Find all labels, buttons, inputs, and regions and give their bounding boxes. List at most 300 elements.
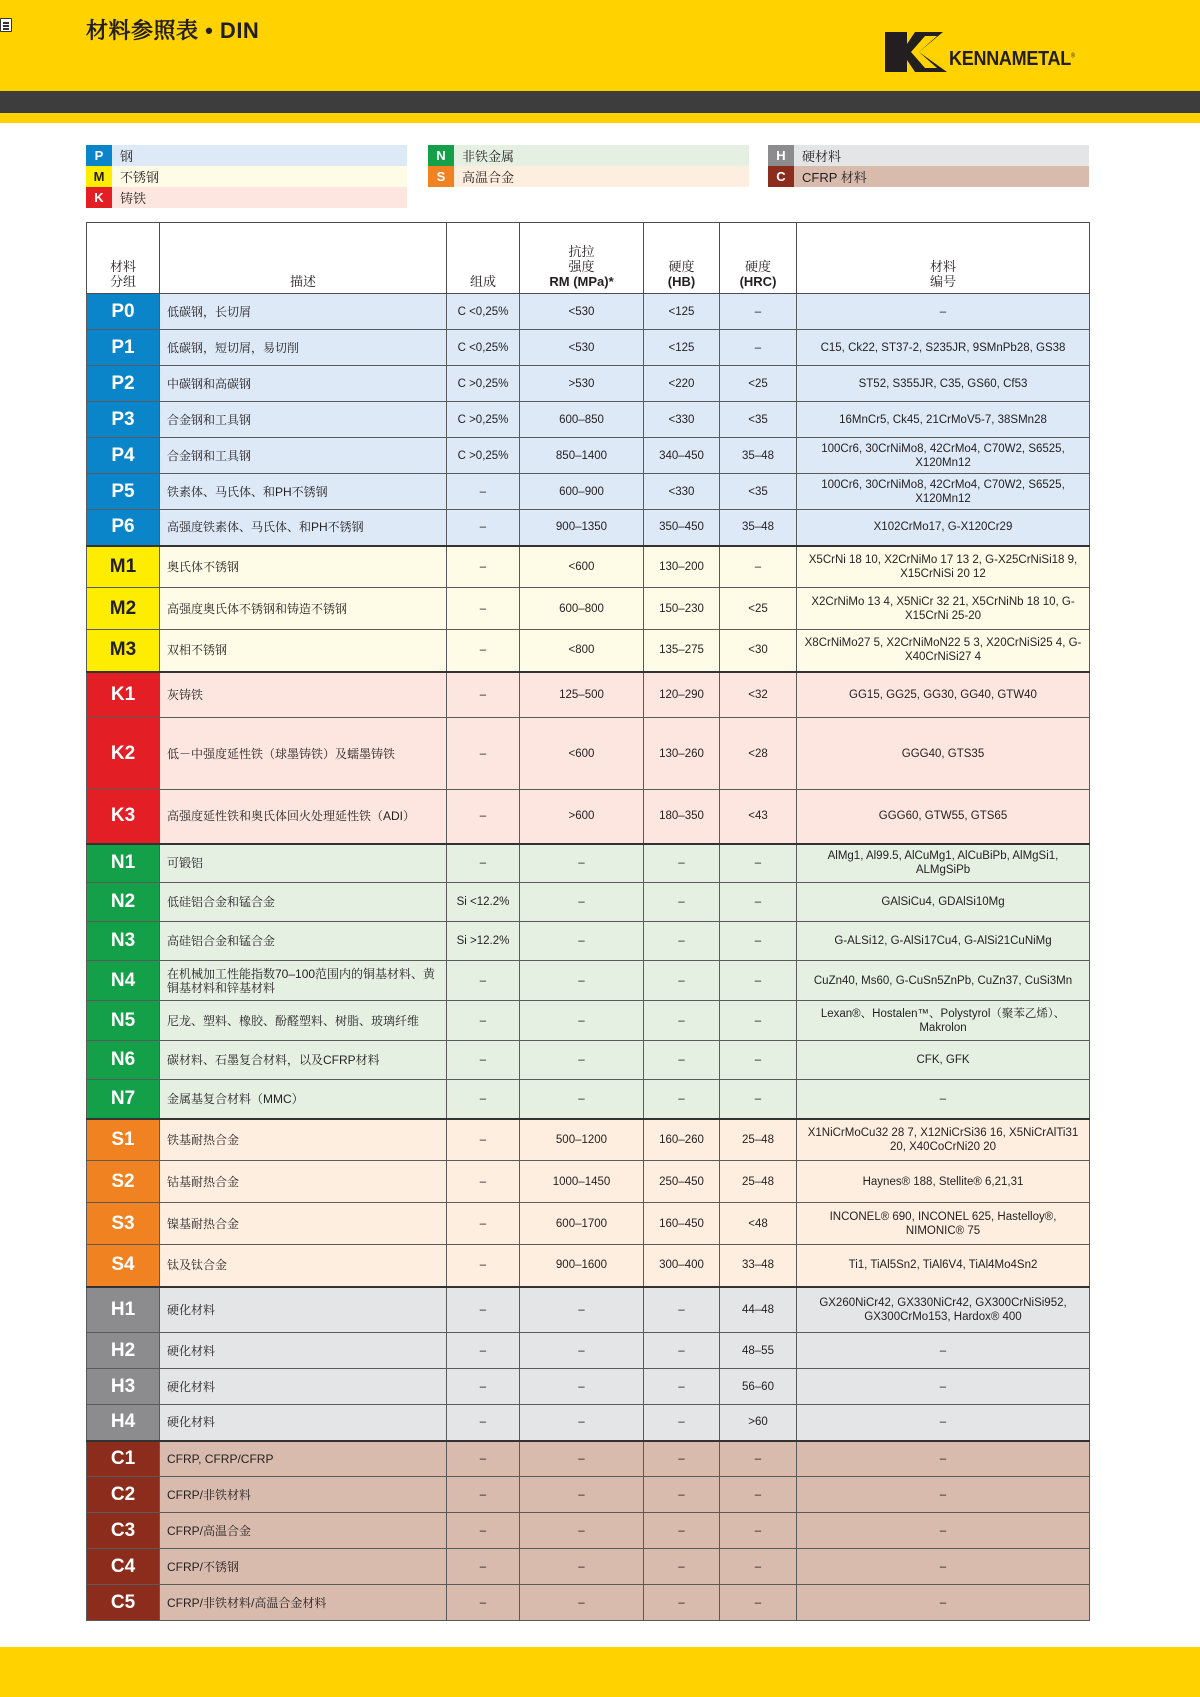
- legend-item-s: [428, 166, 749, 187]
- cell-description: 钴基耐热合金: [160, 1161, 447, 1203]
- cell-composition: –: [447, 510, 520, 546]
- group-code-badge: M3: [87, 630, 160, 672]
- cell-material-number: Ti1, TiAl5Sn2, TiAl6V4, TiAl4Mo4Sn2: [797, 1245, 1090, 1287]
- cell-description: 镍基耐热合金: [160, 1203, 447, 1245]
- page-header: [0, 0, 1200, 91]
- legend-column-2: [428, 145, 749, 187]
- cell-hardness-hrc: –: [720, 1041, 797, 1080]
- cell-tensile-strength: –: [520, 1549, 644, 1585]
- header-description: 描述: [160, 223, 447, 294]
- cell-tensile-strength: 850–1400: [520, 438, 644, 474]
- group-code-badge: N4: [87, 961, 160, 1001]
- cell-material-number: –: [797, 1441, 1090, 1477]
- cell-hardness-hb: –: [644, 1001, 720, 1041]
- table-row-c3: [87, 1513, 1090, 1549]
- table-row-s4: [87, 1245, 1090, 1287]
- cell-composition: –: [447, 1405, 520, 1441]
- cell-tensile-strength: >530: [520, 366, 644, 402]
- legend-label: 钢: [120, 149, 134, 164]
- group-code-badge: C3: [87, 1513, 160, 1549]
- cell-material-number: INCONEL® 690, INCONEL 625, Hastelloy®, NIMONIC® 75: [797, 1203, 1090, 1245]
- cell-hardness-hb: 160–450: [644, 1203, 720, 1245]
- table-row-k3: [87, 790, 1090, 844]
- cell-hardness-hrc: 25–48: [720, 1119, 797, 1161]
- cell-tensile-strength: –: [520, 1585, 644, 1621]
- cell-tensile-strength: <600: [520, 546, 644, 588]
- cell-material-number: AlMg1, Al99.5, AlCuMg1, AlCuBiPb, AlMgSi1, ALMgSiPb: [797, 844, 1090, 883]
- cell-hardness-hb: 180–350: [644, 790, 720, 844]
- cell-hardness-hrc: –: [720, 1001, 797, 1041]
- cell-description: 双相不锈钢: [160, 630, 447, 672]
- cell-composition: –: [447, 961, 520, 1001]
- table-row-n4: [87, 961, 1090, 1001]
- table-row-h3: [87, 1369, 1090, 1405]
- cell-material-number: G-ALSi12, G-AlSi17Cu4, G-AlSi21CuNiMg: [797, 922, 1090, 961]
- cell-hardness-hrc: –: [720, 546, 797, 588]
- legend-badge: M: [86, 166, 112, 187]
- cell-tensile-strength: –: [520, 1513, 644, 1549]
- cell-description: 硬化材料: [160, 1405, 447, 1441]
- cell-hardness-hb: –: [644, 1441, 720, 1477]
- cell-hardness-hb: 130–260: [644, 718, 720, 790]
- page-footer: [0, 1647, 1200, 1697]
- cell-tensile-strength: 600–800: [520, 588, 644, 630]
- cell-hardness-hb: –: [644, 1287, 720, 1333]
- group-code-badge: H2: [87, 1333, 160, 1369]
- legend-label: 不锈钢: [120, 170, 160, 185]
- legend-badge: P: [86, 145, 112, 166]
- group-code-badge: S4: [87, 1245, 160, 1287]
- cell-description: CFRP/非铁材料/高温合金材料: [160, 1585, 447, 1621]
- legend-column-3: [768, 145, 1089, 187]
- cell-composition: –: [447, 1041, 520, 1080]
- cell-hardness-hb: 160–260: [644, 1119, 720, 1161]
- cell-description: 奥氏体不锈钢: [160, 546, 447, 588]
- cell-description: 高强度延性铁和奥氏体回火处理延性铁（ADI）: [160, 790, 447, 844]
- cell-tensile-strength: <600: [520, 718, 644, 790]
- cell-material-number: –: [797, 1405, 1090, 1441]
- cell-description: 低硅铝合金和锰合金: [160, 883, 447, 922]
- legend-label: 高温合金: [462, 170, 515, 185]
- cell-description: 在机械加工性能指数70–100范围内的铜基材料、黄铜基材料和锌基材料: [160, 961, 447, 1001]
- cell-composition: –: [447, 588, 520, 630]
- legend-item-n: [428, 145, 749, 166]
- cell-hardness-hb: 340–450: [644, 438, 720, 474]
- group-code-badge: P0: [87, 294, 160, 330]
- table-row-p4: [87, 438, 1090, 474]
- cell-material-number: CuZn40, Ms60, G-CuSn5ZnPb, CuZn37, CuSi3Mn: [797, 961, 1090, 1001]
- cell-description: CFRP, CFRP/CFRP: [160, 1441, 447, 1477]
- table-row-n7: [87, 1080, 1090, 1119]
- group-code-badge: H3: [87, 1369, 160, 1405]
- group-code-badge: K2: [87, 718, 160, 790]
- table-row-c4: [87, 1549, 1090, 1585]
- cell-tensile-strength: 1000–1450: [520, 1161, 644, 1203]
- cell-composition: –: [447, 672, 520, 718]
- cell-composition: –: [447, 546, 520, 588]
- table-row-n2: [87, 883, 1090, 922]
- cell-description: 高强度铁素体、马氏体、和PH不锈钢: [160, 510, 447, 546]
- cell-description: 合金钢和工具钢: [160, 402, 447, 438]
- cell-hardness-hb: 135–275: [644, 630, 720, 672]
- cell-material-number: GG15, GG25, GG30, GG40, GTW40: [797, 672, 1090, 718]
- group-code-badge: H4: [87, 1405, 160, 1441]
- cell-hardness-hrc: <35: [720, 474, 797, 510]
- cell-material-number: X5CrNi 18 10, X2CrNiMo 17 13 2, G-X25CrNiSi18 9, X15CrNiSi 20 12: [797, 546, 1090, 588]
- group-code-badge: P1: [87, 330, 160, 366]
- cell-composition: –: [447, 1441, 520, 1477]
- group-code-badge: H1: [87, 1287, 160, 1333]
- group-code-badge: P2: [87, 366, 160, 402]
- cell-hardness-hb: –: [644, 1041, 720, 1080]
- header-tensile-strength: 抗拉 强度 RM (MPa)*: [520, 223, 644, 294]
- cell-hardness-hb: –: [644, 961, 720, 1001]
- kennametal-k-icon: [885, 32, 947, 72]
- legend-item-m: [86, 166, 407, 187]
- cell-hardness-hb: –: [644, 1369, 720, 1405]
- group-code-badge: K3: [87, 790, 160, 844]
- cell-hardness-hb: –: [644, 1513, 720, 1549]
- page-title: 材料参照表 • DIN: [86, 18, 260, 43]
- cell-hardness-hrc: 56–60: [720, 1369, 797, 1405]
- cell-material-number: –: [797, 1549, 1090, 1585]
- cell-material-number: GGG40, GTS35: [797, 718, 1090, 790]
- cell-hardness-hb: –: [644, 1080, 720, 1119]
- cell-description: 低碳钢，短切屑，易切削: [160, 330, 447, 366]
- cell-description: 硬化材料: [160, 1287, 447, 1333]
- cell-material-number: X1NiCrMoCu32 28 7, X12NiCrSi36 16, X5NiCrAlTi31 20, X40CoCrNi20 20: [797, 1119, 1090, 1161]
- cell-composition: –: [447, 1513, 520, 1549]
- table-row-s1: [87, 1119, 1090, 1161]
- cell-hardness-hb: –: [644, 1405, 720, 1441]
- cell-hardness-hb: 130–200: [644, 546, 720, 588]
- cell-tensile-strength: 600–1700: [520, 1203, 644, 1245]
- legend-badge: N: [428, 145, 454, 166]
- legend-badge: K: [86, 187, 112, 208]
- cell-description: CFRP/非铁材料: [160, 1477, 447, 1513]
- legend-badge: S: [428, 166, 454, 187]
- table-row-s2: [87, 1161, 1090, 1203]
- group-code-badge: N5: [87, 1001, 160, 1041]
- cell-material-number: –: [797, 1080, 1090, 1119]
- cell-composition: C >0,25%: [447, 366, 520, 402]
- table-row-n3: [87, 922, 1090, 961]
- header-hardness-hb: 硬度 (HB): [644, 223, 720, 294]
- legend-label: 非铁金属: [462, 149, 515, 164]
- cell-composition: –: [447, 1080, 520, 1119]
- cell-composition: –: [447, 1203, 520, 1245]
- cell-tensile-strength: 600–900: [520, 474, 644, 510]
- header-yellow-strip: [0, 113, 1200, 123]
- group-code-badge: N6: [87, 1041, 160, 1080]
- cell-description: 铁基耐热合金: [160, 1119, 447, 1161]
- legend-label: CFRP 材料: [802, 170, 867, 185]
- cell-hardness-hb: –: [644, 1333, 720, 1369]
- group-code-badge: P3: [87, 402, 160, 438]
- cell-composition: –: [447, 1477, 520, 1513]
- cell-hardness-hb: 250–450: [644, 1161, 720, 1203]
- cell-description: 钛及钛合金: [160, 1245, 447, 1287]
- cell-hardness-hb: –: [644, 883, 720, 922]
- group-code-badge: P6: [87, 510, 160, 546]
- table-row-n6: [87, 1041, 1090, 1080]
- cell-hardness-hrc: –: [720, 922, 797, 961]
- cell-tensile-strength: 600–850: [520, 402, 644, 438]
- cell-tensile-strength: <800: [520, 630, 644, 672]
- cell-tensile-strength: <530: [520, 294, 644, 330]
- header-dark-band: [0, 91, 1200, 113]
- cell-hardness-hrc: –: [720, 1513, 797, 1549]
- cell-hardness-hb: –: [644, 1477, 720, 1513]
- legend-label: 铸铁: [120, 191, 147, 206]
- cell-tensile-strength: –: [520, 1080, 644, 1119]
- cell-description: 硬化材料: [160, 1369, 447, 1405]
- cell-description: 高硅铝合金和锰合金: [160, 922, 447, 961]
- cell-composition: –: [447, 1287, 520, 1333]
- table-row-p5: [87, 474, 1090, 510]
- cell-composition: Si <12.2%: [447, 883, 520, 922]
- cell-composition: –: [447, 1369, 520, 1405]
- cell-tensile-strength: –: [520, 1333, 644, 1369]
- cell-description: CFRP/高温合金: [160, 1513, 447, 1549]
- table-row-c5: [87, 1585, 1090, 1621]
- cell-hardness-hrc: <35: [720, 402, 797, 438]
- cell-tensile-strength: 900–1350: [520, 510, 644, 546]
- table-row-s3: [87, 1203, 1090, 1245]
- legend-badge: H: [768, 145, 794, 166]
- cell-description: 碳材料、石墨复合材料，以及CFRP材料: [160, 1041, 447, 1080]
- cell-hardness-hrc: 48–55: [720, 1333, 797, 1369]
- table-row-m3: [87, 630, 1090, 672]
- group-code-badge: P4: [87, 438, 160, 474]
- cell-description: 合金钢和工具钢: [160, 438, 447, 474]
- cell-hardness-hrc: 25–48: [720, 1161, 797, 1203]
- header-hardness-hrc: 硬度 (HRC): [720, 223, 797, 294]
- cell-composition: –: [447, 844, 520, 883]
- cell-material-number: Haynes® 188, Stellite® 6,21,31: [797, 1161, 1090, 1203]
- cell-hardness-hrc: –: [720, 330, 797, 366]
- cell-material-number: –: [797, 1513, 1090, 1549]
- cell-material-number: Lexan®、Hostalen™、Polystyrol（聚苯乙烯）、Makrolon: [797, 1001, 1090, 1041]
- cell-composition: –: [447, 1001, 520, 1041]
- group-code-badge: K1: [87, 672, 160, 718]
- cell-composition: –: [447, 1119, 520, 1161]
- group-code-badge: N7: [87, 1080, 160, 1119]
- cell-hardness-hrc: –: [720, 883, 797, 922]
- table-row-p3: [87, 402, 1090, 438]
- cell-tensile-strength: 500–1200: [520, 1119, 644, 1161]
- cell-composition: –: [447, 1585, 520, 1621]
- group-code-badge: S1: [87, 1119, 160, 1161]
- cell-tensile-strength: –: [520, 922, 644, 961]
- cell-hardness-hb: 300–400: [644, 1245, 720, 1287]
- cell-description: 铁素体、马氏体、和PH不锈钢: [160, 474, 447, 510]
- cell-hardness-hb: 120–290: [644, 672, 720, 718]
- table-row-p1: [87, 330, 1090, 366]
- cell-material-number: GAlSiCu4, GDAlSi10Mg: [797, 883, 1090, 922]
- header-group: 材料 分组: [87, 223, 160, 294]
- group-code-badge: C4: [87, 1549, 160, 1585]
- group-code-badge: C2: [87, 1477, 160, 1513]
- cell-tensile-strength: –: [520, 961, 644, 1001]
- cell-composition: C >0,25%: [447, 402, 520, 438]
- group-code-badge: S3: [87, 1203, 160, 1245]
- cell-tensile-strength: –: [520, 1477, 644, 1513]
- cell-description: 灰铸铁: [160, 672, 447, 718]
- cell-tensile-strength: –: [520, 1287, 644, 1333]
- cell-hardness-hrc: 35–48: [720, 510, 797, 546]
- group-code-badge: M2: [87, 588, 160, 630]
- cell-material-number: X2CrNiMo 13 4, X5NiCr 32 21, X5CrNiNb 18 10, G-X15CrNi 25-20: [797, 588, 1090, 630]
- cell-tensile-strength: >600: [520, 790, 644, 844]
- cell-description: 中碳钢和高碳钢: [160, 366, 447, 402]
- group-code-badge: M1: [87, 546, 160, 588]
- cell-material-number: GGG60, GTW55, GTS65: [797, 790, 1090, 844]
- cell-hardness-hrc: –: [720, 1585, 797, 1621]
- cell-description: 低碳钢，长切屑: [160, 294, 447, 330]
- cell-hardness-hrc: 44–48: [720, 1287, 797, 1333]
- group-code-badge: P5: [87, 474, 160, 510]
- cell-hardness-hb: <125: [644, 330, 720, 366]
- table-row-m1: [87, 546, 1090, 588]
- cell-hardness-hrc: –: [720, 961, 797, 1001]
- legend-badge: C: [768, 166, 794, 187]
- cell-hardness-hrc: <30: [720, 630, 797, 672]
- cell-material-number: CFK, GFK: [797, 1041, 1090, 1080]
- cell-description: 金属基复合材料（MMC）: [160, 1080, 447, 1119]
- cell-material-number: GX260NiCr42, GX330NiCr42, GX300CrNiSi952, GX300CrMo153, Hardox® 400: [797, 1287, 1090, 1333]
- table-row-k1: [87, 672, 1090, 718]
- cell-material-number: –: [797, 1585, 1090, 1621]
- cell-hardness-hrc: –: [720, 294, 797, 330]
- cell-material-number: X102CrMo17, G-X120Cr29: [797, 510, 1090, 546]
- cell-tensile-strength: –: [520, 1405, 644, 1441]
- table-row-n1: [87, 844, 1090, 883]
- cell-description: 硬化材料: [160, 1333, 447, 1369]
- table-row-h4: [87, 1405, 1090, 1441]
- cell-hardness-hrc: <25: [720, 366, 797, 402]
- table-row-h1: [87, 1287, 1090, 1333]
- cell-composition: C >0,25%: [447, 438, 520, 474]
- cell-hardness-hrc: <25: [720, 588, 797, 630]
- cell-composition: –: [447, 1245, 520, 1287]
- table-row-p0: [87, 294, 1090, 330]
- cell-hardness-hrc: 35–48: [720, 438, 797, 474]
- cell-hardness-hrc: <28: [720, 718, 797, 790]
- cell-hardness-hb: <330: [644, 474, 720, 510]
- cell-composition: –: [447, 1161, 520, 1203]
- cell-description: 高强度奥氏体不锈钢和铸造不锈钢: [160, 588, 447, 630]
- cell-hardness-hb: 350–450: [644, 510, 720, 546]
- group-code-badge: C1: [87, 1441, 160, 1477]
- legend-item-h: [768, 145, 1089, 166]
- table-row-m2: [87, 588, 1090, 630]
- cell-hardness-hrc: <43: [720, 790, 797, 844]
- cell-material-number: –: [797, 294, 1090, 330]
- legend-item-c: [768, 166, 1089, 187]
- cell-material-number: –: [797, 1369, 1090, 1405]
- cell-composition: –: [447, 1549, 520, 1585]
- cell-material-number: C15, Ck22, ST37-2, S235JR, 9SMnPb28, GS38: [797, 330, 1090, 366]
- group-code-badge: S2: [87, 1161, 160, 1203]
- cell-hardness-hb: <125: [644, 294, 720, 330]
- table-row-k2: [87, 718, 1090, 790]
- table-row-c1: [87, 1441, 1090, 1477]
- cell-material-number: X8CrNiMo27 5, X2CrNiMoN22 5 3, X20CrNiSi25 4, G-X40CrNiSi27 4: [797, 630, 1090, 672]
- cell-tensile-strength: –: [520, 1001, 644, 1041]
- cell-tensile-strength: –: [520, 883, 644, 922]
- cell-description: CFRP/不锈钢: [160, 1549, 447, 1585]
- cell-hardness-hrc: 33–48: [720, 1245, 797, 1287]
- table-row-n5: [87, 1001, 1090, 1041]
- cell-material-number: –: [797, 1477, 1090, 1513]
- cell-material-number: 100Cr6, 30CrNiMo8, 42CrMo4, C70W2, S6525, X120Mn12: [797, 474, 1090, 510]
- cell-composition: C <0,25%: [447, 330, 520, 366]
- cell-tensile-strength: –: [520, 1441, 644, 1477]
- cell-hardness-hrc: –: [720, 1549, 797, 1585]
- legend-label: 硬材料: [802, 149, 842, 164]
- cell-composition: –: [447, 790, 520, 844]
- cell-composition: –: [447, 630, 520, 672]
- legend-column-1: [86, 145, 407, 208]
- material-reference-table: [86, 222, 1090, 1621]
- cell-composition: –: [447, 1333, 520, 1369]
- cell-material-number: 100Cr6, 30CrNiMo8, 42CrMo4, C70W2, S6525, X120Mn12: [797, 438, 1090, 474]
- cell-composition: –: [447, 718, 520, 790]
- table-row-c2: [87, 1477, 1090, 1513]
- cell-hardness-hrc: –: [720, 1441, 797, 1477]
- cell-hardness-hrc: –: [720, 844, 797, 883]
- cell-tensile-strength: <530: [520, 330, 644, 366]
- cell-composition: Si >12.2%: [447, 922, 520, 961]
- note-icon[interactable]: [0, 18, 12, 32]
- cell-description: 可锻铝: [160, 844, 447, 883]
- group-code-badge: C5: [87, 1585, 160, 1621]
- kennametal-logo: [885, 32, 1089, 72]
- group-code-badge: N2: [87, 883, 160, 922]
- cell-composition: C <0,25%: [447, 294, 520, 330]
- cell-material-number: 16MnCr5, Ck45, 21CrMoV5-7, 38SMn28: [797, 402, 1090, 438]
- header-composition: 组成: [447, 223, 520, 294]
- cell-hardness-hb: 150–230: [644, 588, 720, 630]
- cell-material-number: –: [797, 1333, 1090, 1369]
- group-code-badge: N3: [87, 922, 160, 961]
- cell-hardness-hb: <330: [644, 402, 720, 438]
- legend-item-k: [86, 187, 407, 208]
- cell-hardness-hrc: –: [720, 1080, 797, 1119]
- table-row-p2: [87, 366, 1090, 402]
- table-row-h2: [87, 1333, 1090, 1369]
- cell-hardness-hb: –: [644, 1585, 720, 1621]
- cell-description: 尼龙、塑料、橡胶、酚醛塑料、树脂、玻璃纤维: [160, 1001, 447, 1041]
- cell-hardness-hrc: >60: [720, 1405, 797, 1441]
- cell-hardness-hb: –: [644, 922, 720, 961]
- cell-hardness-hb: –: [644, 1549, 720, 1585]
- cell-tensile-strength: 900–1600: [520, 1245, 644, 1287]
- header-material-number: 材料 编号: [797, 223, 1090, 294]
- cell-description: 低－中强度延性铁（球墨铸铁）及蠕墨铸铁: [160, 718, 447, 790]
- group-code-badge: N1: [87, 844, 160, 883]
- cell-hardness-hrc: <32: [720, 672, 797, 718]
- cell-hardness-hrc: <48: [720, 1203, 797, 1245]
- cell-tensile-strength: –: [520, 844, 644, 883]
- cell-tensile-strength: –: [520, 1369, 644, 1405]
- table-row-p6: [87, 510, 1090, 546]
- legend-item-p: [86, 145, 407, 166]
- cell-hardness-hb: –: [644, 844, 720, 883]
- cell-composition: –: [447, 474, 520, 510]
- cell-hardness-hb: <220: [644, 366, 720, 402]
